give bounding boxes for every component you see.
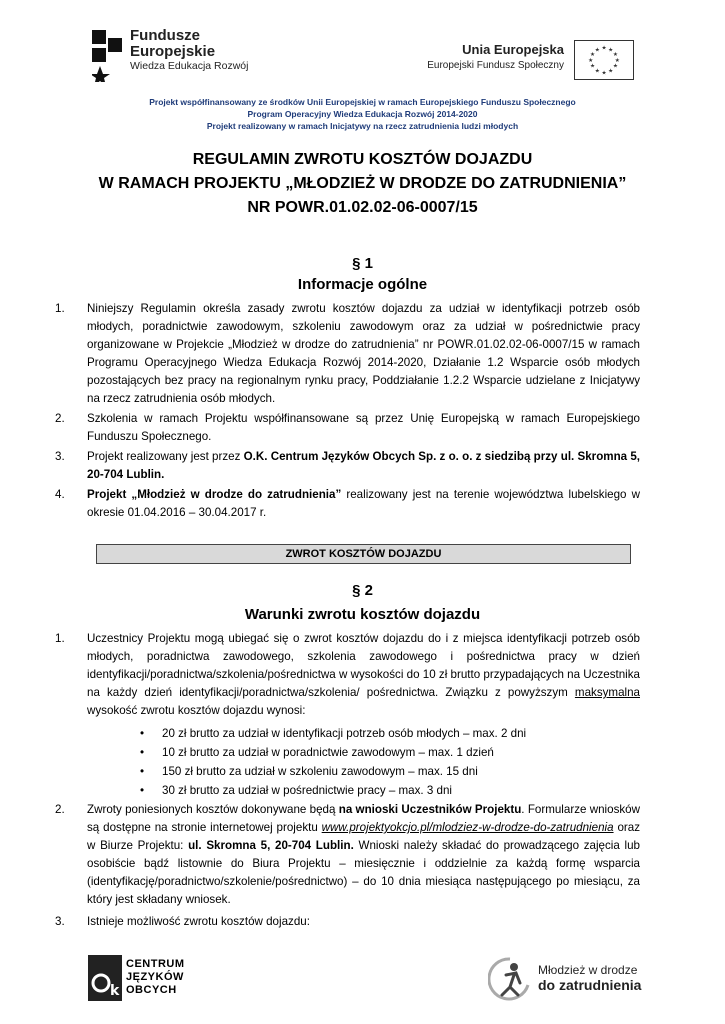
s1-item1-num: 1. [55, 302, 65, 315]
svg-text:★: ★ [612, 52, 618, 59]
title-line3: NR POWR.01.02.02-06-0007/15 [247, 199, 478, 216]
list-item: • 150 zł brutto za udział w szkoleniu zawodowym – max. 15 dni [140, 762, 526, 781]
svg-text:★: ★ [601, 45, 607, 52]
document-title [0, 148, 725, 220]
s1-item4-text-b: realizowany jest na terenie województwa lubelskiego w okresie 01.04.2016 – 30.04.2017 r. [87, 488, 640, 519]
s1-item2-text: Szkolenia w ramach Projektu współfinansowane są przez Unię Europejską w ramach Europejskiego Funduszu Społecznego. [87, 412, 640, 443]
section2-heading: Warunki zwrotu kosztów dojazdu [244, 606, 481, 623]
s1-item1-text: Niniejszy Regulamin określa zasady zwrotu kosztów dojazdu za udział w identyfikacji potrzeb osób młodych, poradnictwie zawodowym, szkoleniu zawodowym oraz za udział w pośrednictwie pracy organizowane w Projekcie „Młodzież w drodze do zatrudnienia” nr POWR.01.02.02-06-0007/15 w ramach Programu Operacyjnego Wiedza Edukacja Rozwój 2014-2020, Działanie 1.2 Wsparcie osób młodych pozostających bez pracy na regionalnym rynku pracy, Poddziałanie 1.2.2 Wsparcie udzielane z Inicjatywy na rzecz zatrudnienia osób młodych. [87, 302, 640, 405]
section1-mark: § 1 [352, 255, 373, 272]
title-line2: W RAMACH PROJEKTU „MŁODZIEŻ W DRODZE DO ZATRUDNIENIA” [98, 175, 627, 192]
s1-item3-num: 3. [55, 450, 65, 463]
eu-flag-icon [574, 40, 634, 80]
ue-logo-line2: Europejski Fundusz Społeczny [427, 60, 564, 71]
project-info-line3: Projekt realizowany w ramach Inicjatywy na rzecz zatrudnienia ludzi młodych [206, 121, 519, 131]
s2-item1-num: 1. [55, 632, 65, 645]
project-website-link[interactable]: www.projektyokcjo.pl/mlodziez-w-drodze-do-zatrudnienia [321, 821, 614, 834]
fe-logo-line3: Wiedza Edukacja Rozwój [130, 60, 249, 72]
svg-text:★: ★ [612, 63, 618, 70]
svg-text:★: ★ [608, 68, 614, 75]
s2-item1-text-b: wysokość zwrotu kosztów dojazdu wynosi: [87, 704, 306, 717]
page-header [0, 0, 725, 135]
s2-item2-num: 2. [55, 803, 65, 816]
project-funding-info [0, 96, 725, 132]
s1-item2-num: 2. [55, 412, 65, 425]
unia-europejska-logo [424, 40, 634, 84]
s2-bullet-list [140, 724, 526, 800]
svg-text:★: ★ [594, 47, 600, 54]
s2-item3-text: Istnieje możliwość zwrotu kosztów dojazdu: [87, 915, 310, 928]
s1-item4-num: 4. [55, 488, 65, 501]
section1-heading: Informacje ogólne [297, 276, 428, 293]
mdz-logo-line1: Młodzież w drodze [538, 963, 638, 977]
section2-mark: § 2 [352, 582, 373, 599]
s1-item3 [55, 448, 640, 484]
s2-item1 [55, 630, 640, 720]
svg-text:★: ★ [590, 63, 596, 70]
project-info-line2: Program Operacyjny Wiedza Edukacja Rozwój 2014-2020 [247, 109, 478, 119]
s2-item2 [55, 801, 640, 909]
s1-item2 [55, 410, 640, 446]
svg-text:★: ★ [608, 47, 614, 54]
svg-text:★: ★ [594, 68, 600, 75]
s1-item3-text-b: O.K. Centrum Języków Obcych Sp. z o. o. z siedzibą przy ul. Skromna 5, 20-704 Lublin. [87, 450, 641, 481]
fe-logo-line2: Europejskie [130, 43, 216, 60]
s2-item3-num: 3. [55, 915, 65, 928]
mlodziez-w-drodze-logo [488, 955, 648, 1005]
section-banner-zwrot: ZWROT KOSZTÓW DOJAZDU [96, 544, 631, 564]
s2-item2-t4: oraz w Biurze Projektu: [87, 821, 640, 852]
list-item: • 30 zł brutto za udział w pośrednictwie pracy – max. 3 dni [140, 781, 526, 800]
list-item: • 20 zł brutto za udział w identyfikacji potrzeb osób młodych – max. 2 dni [140, 724, 526, 743]
s2-item2-t3: . Formularze wniosków są dostępne na stronie internetowej projektu [87, 803, 640, 834]
fe-stars-icon [92, 30, 122, 82]
svg-text:★: ★ [590, 52, 596, 59]
svg-text:★: ★ [588, 57, 594, 64]
ue-logo-line1: Unia Europejska [462, 42, 564, 57]
fe-logo-line1: Fundusze [130, 27, 200, 44]
s2-item1-text-u: maksymalna [574, 686, 640, 699]
s2-item2-t2: na wnioski Uczestników Projektu [338, 803, 522, 816]
list-item: • 10 zł brutto za udział w poradnictwie zawodowym – max. 1 dzień [140, 743, 526, 762]
cjo-logo-line1: CENTRUM [126, 958, 185, 970]
s1-item1 [55, 300, 640, 408]
svg-text:k: k [110, 983, 120, 999]
ok-logo-icon [88, 955, 122, 1001]
fundusze-europejskie-logo [92, 28, 292, 88]
s2-item3 [55, 913, 640, 931]
runner-icon [488, 955, 532, 1003]
s1-item4-text-a: Projekt „Młodzież w drodze do zatrudnienia” [87, 488, 342, 501]
cjo-logo-line3: OBCYCH [126, 984, 177, 996]
s2-item2-t5: ul. Skromna 5, 20-704 Lublin. [188, 839, 354, 852]
s2-item1-text-a: Uczestnicy Projektu mogą ubiegać się o zwrot kosztów dojazdu do i z miejsca identyfikacji potrzeb osób młodych, poradnictwa zawodowego, szkolenia zawodowego i pośrednictwa pracy w dzień identyfikacji/poradnictwa/szkolenia/pośrednictwa w wysokości do 10 zł brutto przypadających na Uczestnika na każdy dzień identyfikacji/poradnictwa/szkolenia/ pośrednictwa. Związku z powyższym [87, 632, 640, 699]
s2-item2-t6: Wnioski należy składać do prowadzącego zajęcia lub osobiście bądź listownie do Biura Projektu – miesięcznie i oddzielnie za każdą formę wsparcia (identyfikację/poradnictwo/szkolenie/pośrednictwo) – do 10 dnia miesiąca następującego po miesiącu, za który jest składany wniosek. [87, 839, 640, 906]
project-info-line1: Projekt współfinansowany ze środków Unii Europejskiej w ramach Europejskiego Funduszu Społecznego [149, 97, 576, 107]
mdz-logo-line2: do zatrudnienia [538, 977, 642, 993]
cjo-logo-line2: JĘZYKÓW [126, 971, 184, 983]
svg-text:★: ★ [614, 57, 620, 64]
title-line1: REGULAMIN ZWROTU KOSZTÓW DOJAZDU [192, 151, 533, 168]
s2-item2-t1: Zwroty poniesionych kosztów dokonywane będą [87, 803, 339, 816]
svg-text:★: ★ [601, 70, 607, 77]
s1-item3-text-a: Projekt realizowany jest przez [87, 450, 244, 463]
centrum-jezykow-obcych-logo [88, 955, 188, 1003]
s1-item4 [55, 486, 640, 522]
